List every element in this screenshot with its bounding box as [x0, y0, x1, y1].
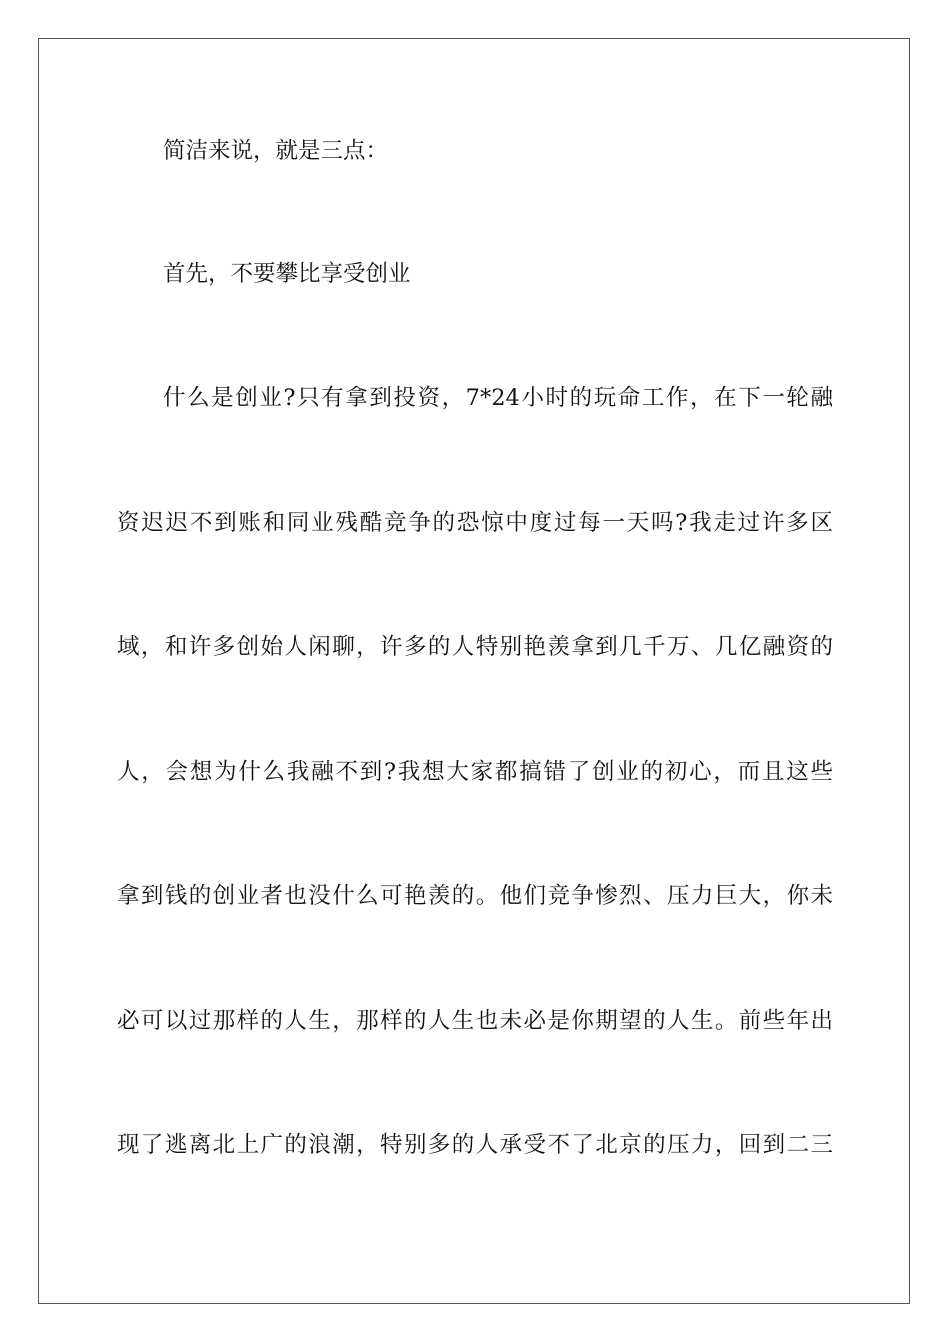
paragraph-line: 域，和许多创始人闲聊，许多的人特别艳羡拿到几千万、几亿融资的 [117, 634, 833, 660]
paragraph-line: 拿到钱的创业者也没什么可艳羡的。他们竞争惨烈、压力巨大，你未 [117, 883, 833, 909]
summary-line: 简洁来说，就是三点： [163, 138, 389, 164]
page-frame [38, 38, 910, 1304]
paragraph-line: 现了逃离北上广的浪潮，特别多的人承受不了北京的压力，回到二三 [117, 1132, 833, 1158]
paragraph-line: 必可以过那样的人生，那样的人生也未必是你期望的人生。前些年出 [117, 1008, 833, 1034]
first-point-heading: 首先，不要攀比享受创业 [163, 261, 411, 287]
paragraph-line: 资迟迟不到账和同业残酷竞争的恐惊中度过每一天吗?我走过许多区 [117, 510, 833, 536]
paragraph-line: 什么是创业?只有拿到投资，7*24小时的玩命工作，在下一轮融 [163, 385, 833, 411]
paragraph-line: 人，会想为什么我融不到?我想大家都搞错了创业的初心，而且这些 [117, 759, 833, 785]
